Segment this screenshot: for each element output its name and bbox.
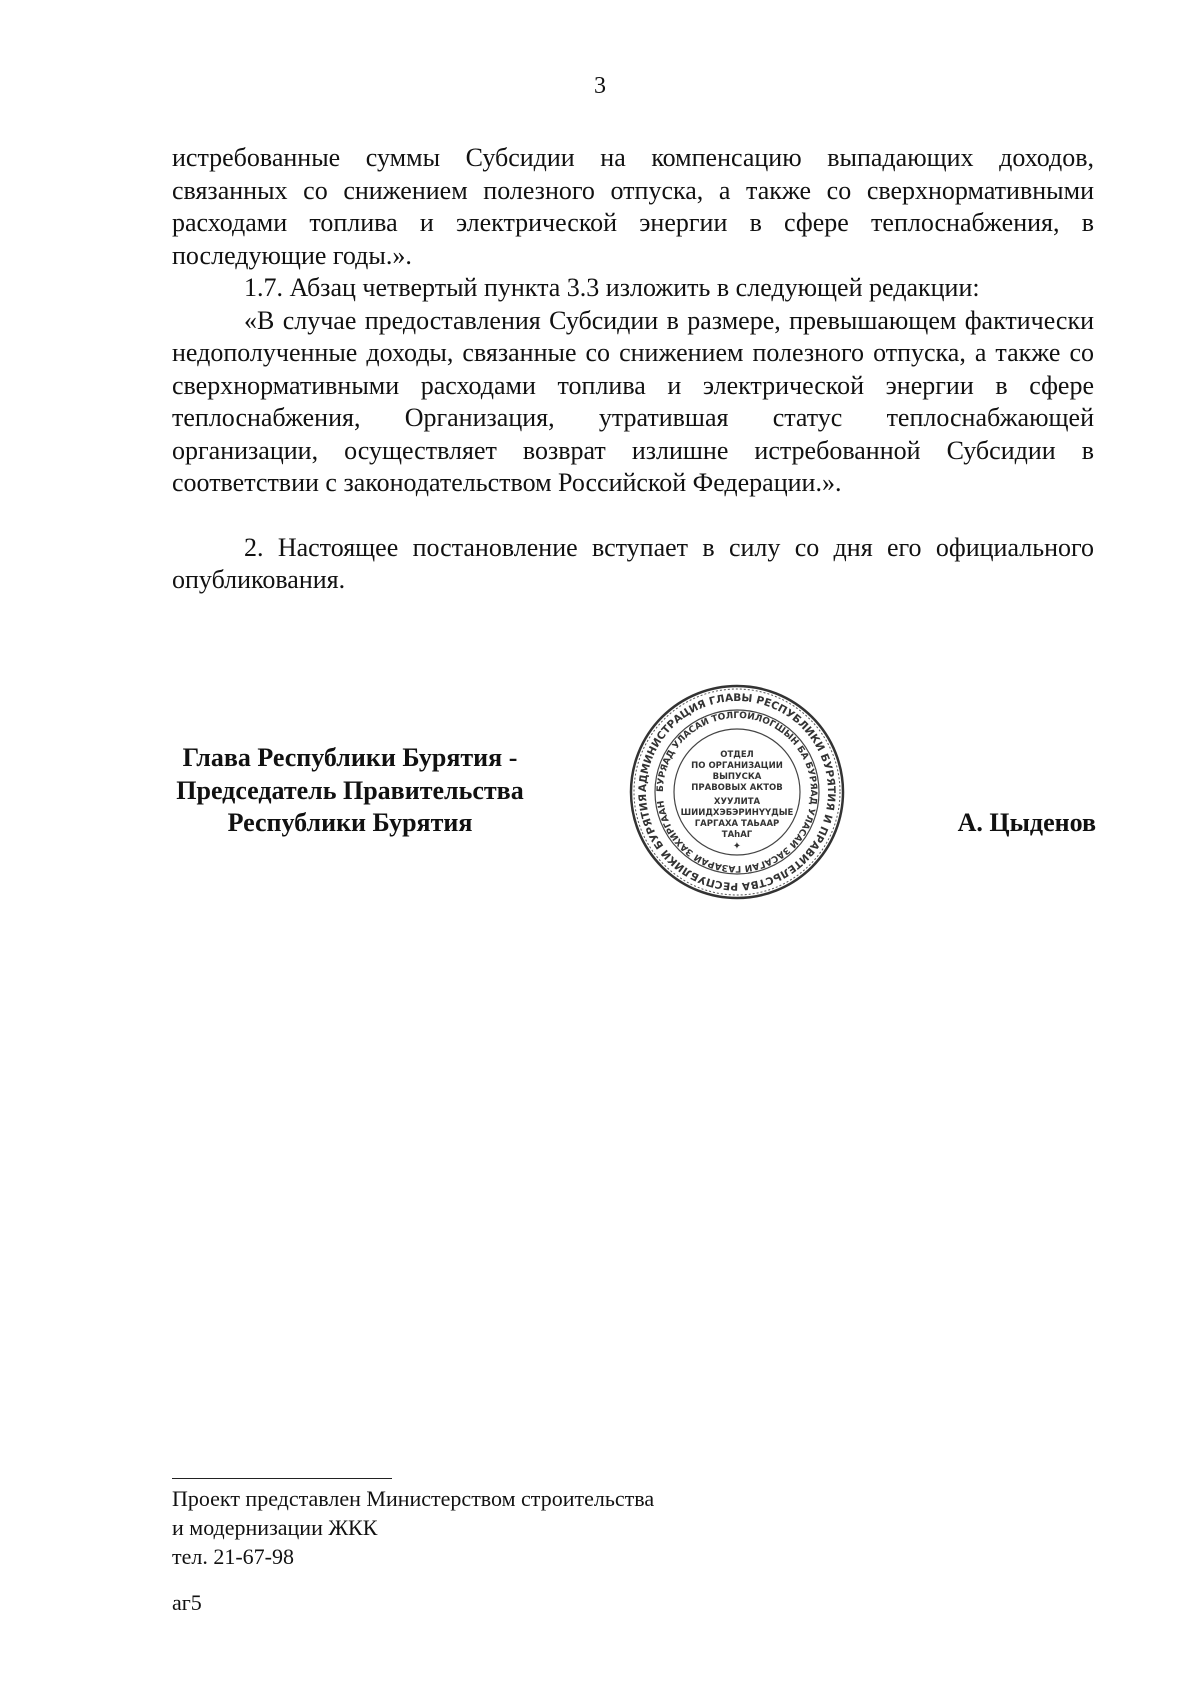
paragraph-continuation: истребованные суммы Субсидии на компенсацию выпадающих доходов, связанных со снижением полезного отпуска, а также со сверхнормативными расходами топлива и электрической энергии в сфере теплоснабжения, в последующие годы.». xyxy=(172,143,1094,270)
footnote-line: Проект представлен Министерством строительства xyxy=(172,1486,655,1511)
paragraph-effective-date: 2. Настоящее постановление вступает в силу со дня его официального опубликования. xyxy=(172,532,1094,594)
signatory-title xyxy=(150,742,550,840)
signatory-title-line: Председатель Правительства xyxy=(176,775,524,805)
seal-center-line: ГАРГАХА ТАЬААР xyxy=(694,819,780,829)
seal-outer-text: АДМИНИСТРАЦИЯ ГЛАВЫ РЕСПУБЛИКИ БУРЯТИЯ И ПРАВИТЕЛЬСТВА РЕСПУБЛИКИ БУРЯТИЯ xyxy=(636,691,838,893)
seal-star-icon: ✦ xyxy=(732,841,742,852)
document-body xyxy=(172,142,1094,597)
footnote-phone: тел. 21-67-98 xyxy=(172,1544,295,1569)
seal-center-line: ШИИДХЭБЭРИНҮҮДЫЕ xyxy=(680,808,794,818)
page-number: 3 xyxy=(594,73,606,99)
official-seal-stamp xyxy=(628,683,846,901)
footnote-divider xyxy=(172,1478,392,1479)
seal-center-line: ПРАВОВЫХ АКТОВ xyxy=(691,783,783,793)
footnote-line: и модернизации ЖКК xyxy=(172,1515,378,1540)
seal-center-line: ПО ОРГАНИЗАЦИИ xyxy=(691,761,783,771)
footnote xyxy=(172,1484,872,1571)
seal-inner-text: БУРЯАД УЛАСАЙ ТОЛГОЙЛОГШЫН БА БУРЯАД УЛАСАЙ ЗАСАГАЙ ГАЗАРАЙ ЗАХИРГААН xyxy=(655,710,819,874)
document-code: аг5 xyxy=(172,1590,202,1615)
seal-center-line: ВЫПУСКА xyxy=(712,772,762,782)
paragraph-amendment-1-7: 1.7. Абзац четвертый пункта 3.3 изложить в следующей редакции: xyxy=(244,273,980,302)
seal-center-line: ОТДЕЛ xyxy=(720,750,754,760)
signatory-title-line: Республики Бурятия xyxy=(227,808,473,837)
seal-center-line: ХУУЛИТА xyxy=(713,797,761,807)
seal-center-line: ТАhАГ xyxy=(721,830,753,840)
paragraph-quoted-text: «В случае предоставления Субсидии в размере, превышающем фактически недополученные доходы, связанные со снижением полезного отпуска, а также со сверхнормативными расходами топлива и электрической энергии в сфере теплоснабжения, Организация, утратившая статус теплоснабжающей организации, осуществляет возврат излишне истребованной Субсидии в соответствии с законодательством Российской Федерации.». xyxy=(172,305,1094,497)
signatory-title-line: Глава Республики Бурятия - xyxy=(182,743,518,772)
signatory-name: А. Цыденов xyxy=(957,808,1096,837)
